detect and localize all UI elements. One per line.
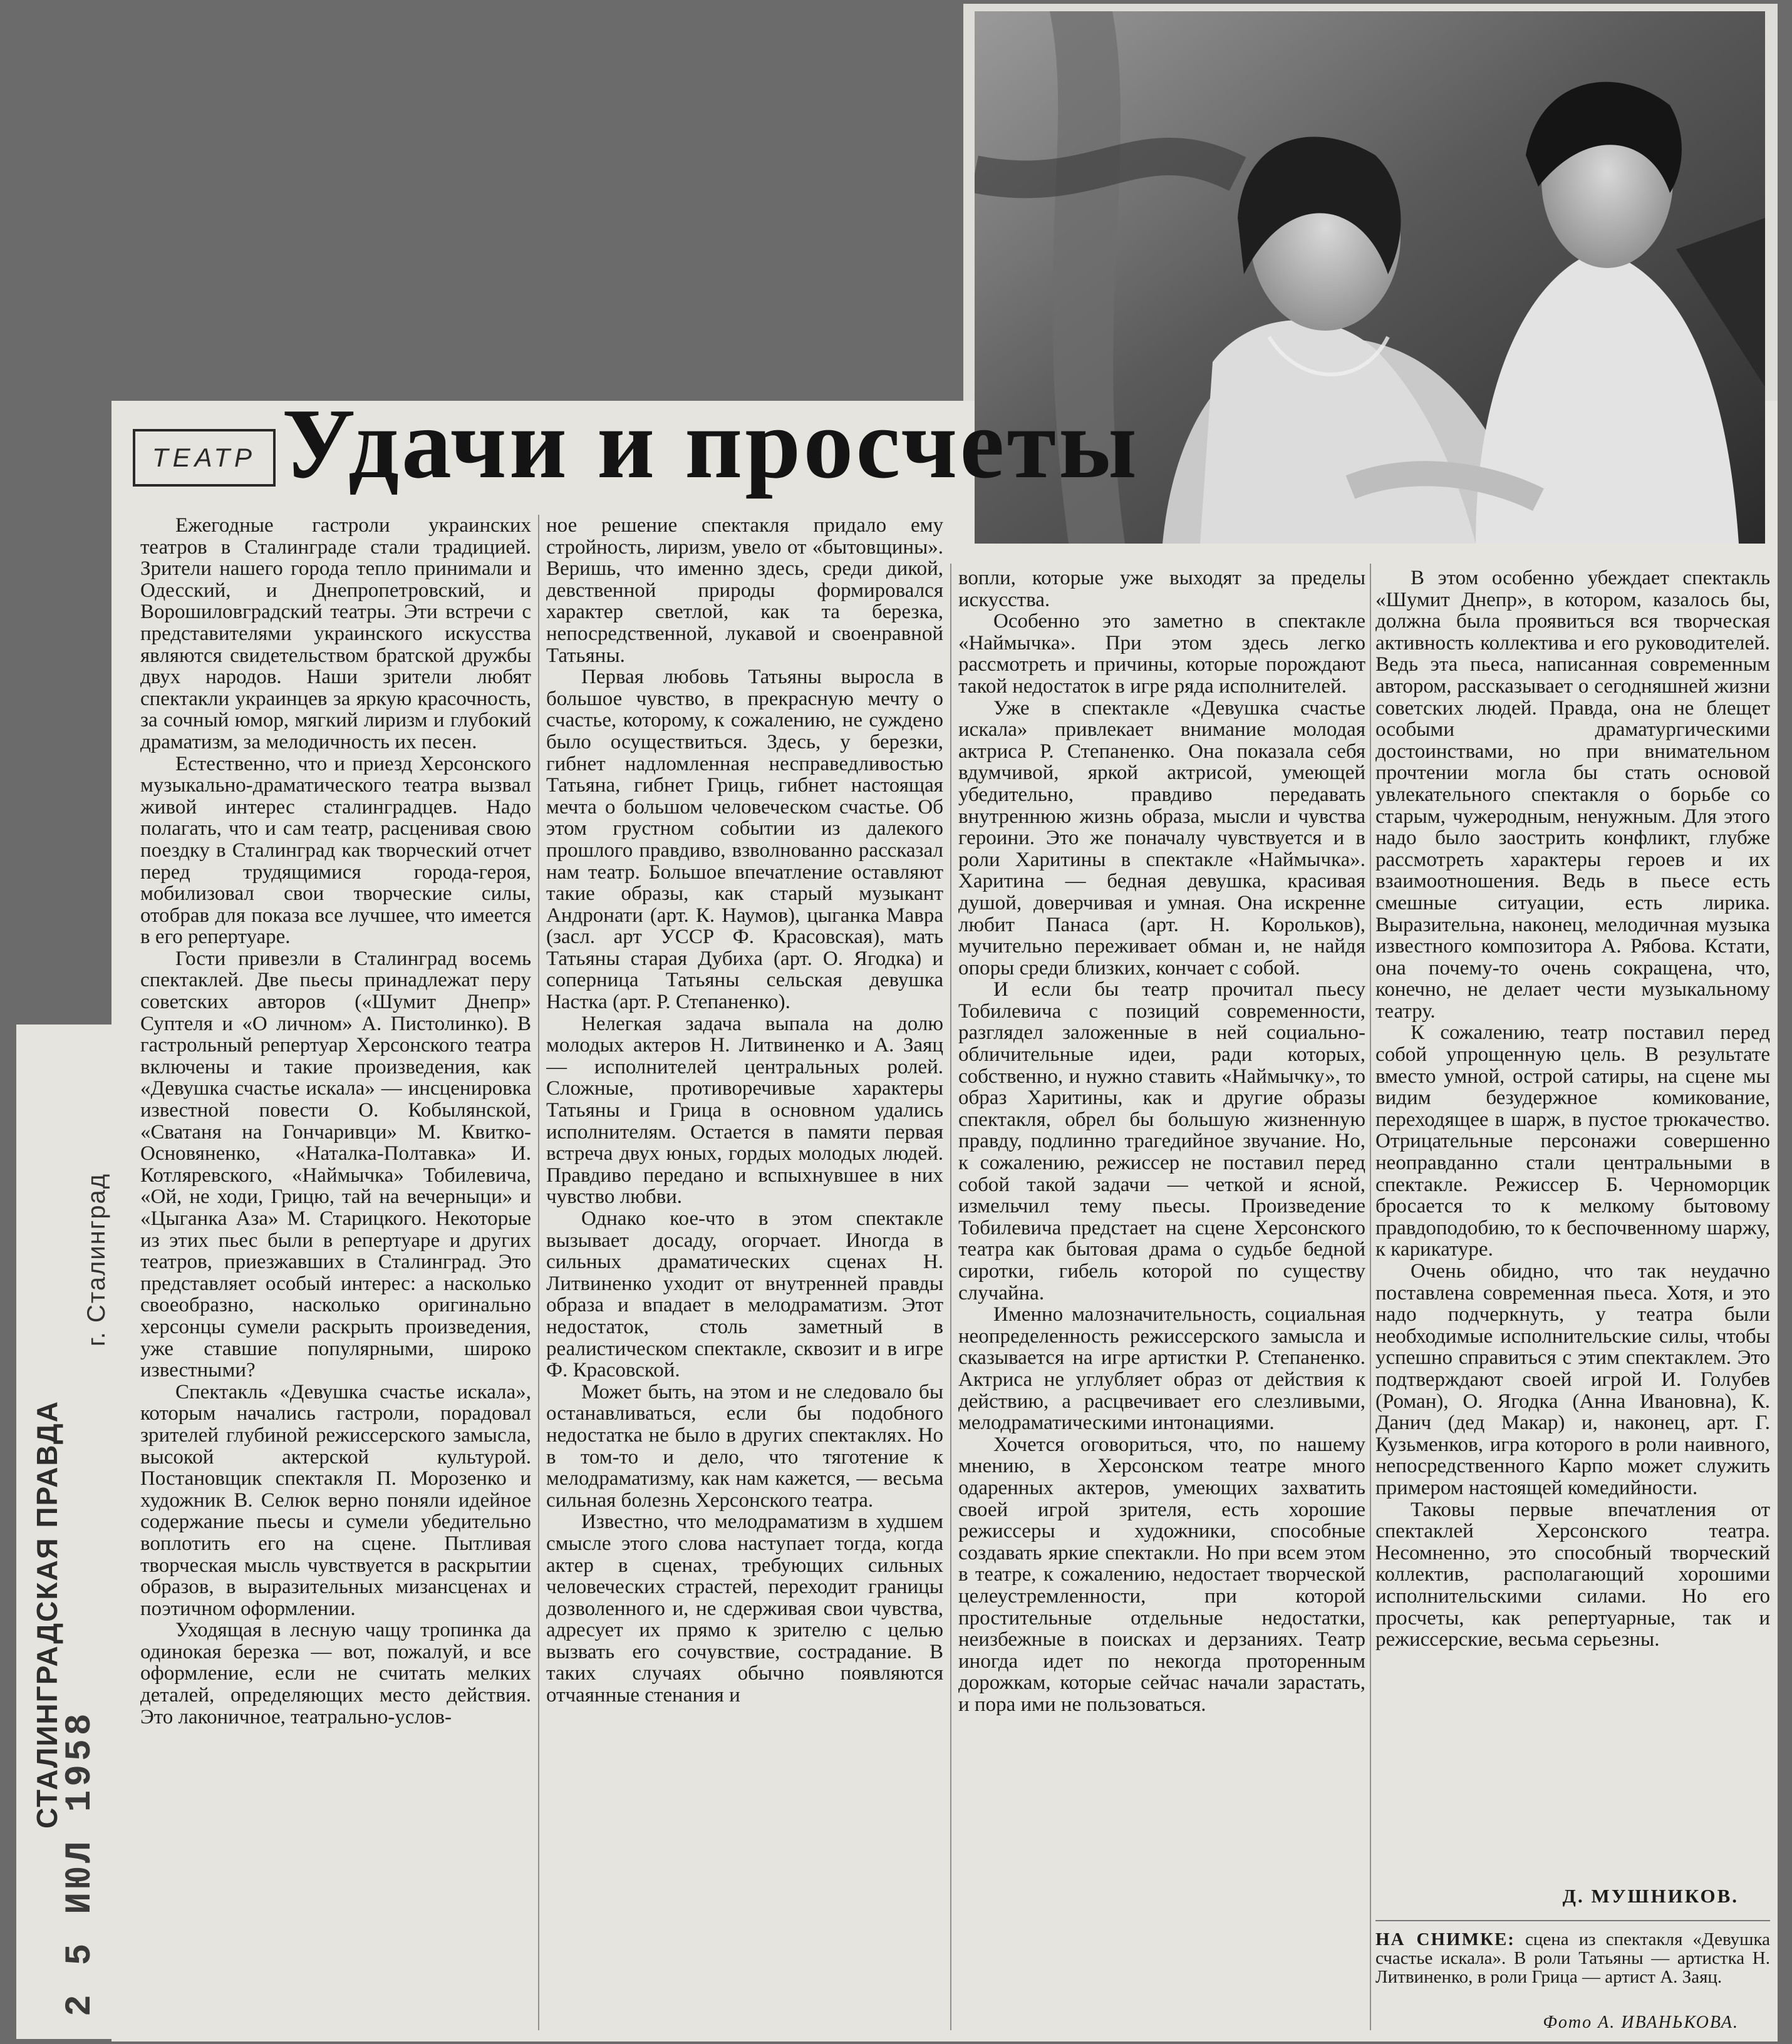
article-column-1	[140, 515, 531, 2030]
paragraph: Уже в спектакле «Девушка счастье искала» привлекает внимание молодая актриса Р. Степаненко. Она показала себя вдумчивой, яркой актрисой, умеющей убедительно, правдиво передавать внутреннюю жизнь образа, мысли и чувства героини. Это же поначалу чувствуется и в роли Харитины в спектакле «Наймычка». Харитина — бедная девушка, красивая душой, доверчивая и умная. Она искренне любит Панаса (арт. Н. Корольков), мучительно переживает обман и, не найдя опоры среди близких, кончает с собой.	[958, 696, 1365, 979]
article-column-2	[546, 515, 943, 2030]
article-headline: Удачи и просчеты	[282, 388, 1139, 499]
photo-caption	[1375, 1930, 1770, 2005]
paragraph: Естественно, что и приезд Херсонского музыкально-драматического театра вызвал живой интерес сталинградцев. Надо полагать, что и сам театр, расценивая свою поездку в Сталинград как творческий отчет перед трудящимися города-героя, мобилизовал свои творческие силы, отобрав для показа все лучшее, что имеется в его репертуаре.	[140, 752, 531, 949]
article-column-3	[958, 567, 1365, 2030]
column-divider	[538, 515, 539, 2030]
paragraph: Очень обидно, что так неудачно поставлена современная пьеса. Хотя, и это надо подчеркнуть, у театра были необходимые исполнительские силы, чтобы успешно справиться с этим спектаклем. Это подтверждают своей игрой И. Голубев (Роман), О. Ягодка (Анна Ивановна), К. Данич (дед Макар) и, наконец, арт. Г. Кузьменков, игра которого в роли наивного, непосредственного Карпо может служить примером настоящей комедийности.	[1375, 1260, 1770, 1499]
paragraph: Ежегодные гастроли украинских театров в Сталинграде стали традицией. Зрители нашего города тепло принимали и Одесский, и Днепропетровский, и Ворошиловградский театры. Эти встречи с представителями украинского искусства являются свидетельством братской дружбы двух народов. Наши зрители любят спектакли украинцев за яркую красочность, за сочный юмор, мягкий лиризм и глубокий драматизм, за мелодичность их песен.	[140, 515, 531, 753]
photo-credit: Фото А. ИВАНЬКОВА.	[1543, 2013, 1739, 2032]
author-signature: Д. МУШНИКОВ.	[1562, 1885, 1739, 1907]
paragraph: Первая любовь Татьяны выросла в большое чувство, в прекрасную мечту о счастье, которому, к сожалению, не суждено было осуществиться. Здесь, у березки, гибнет надломленная несправедливостью Татьяна, гибнет Гриць, гибнет настоящая мечта о большом человеческом счастье. Об этом грустном событии из далекого прошлого правдиво, взволнованно рассказал нам театр. Большое впечатление оставляют такие образы, как старый музыкант Андронати (арт. К. Наумов), цыганка Мавра (засл. арт УССР Ф. Красовская), мать Татьяны старая Дубиха (арт. О. Ягодка) и соперница Татьяны сельская девушка Настка (арт. Р. Степаненко).	[546, 666, 943, 1014]
caption-text: сцена из спектакля «Девушка счастье искала». В роли Татьяны — артистка Н. Литвиненко, в роли Грица — артист А. Заяц.	[1375, 1930, 1770, 1987]
caption-lead: НА СНИМКЕ:	[1375, 1930, 1515, 1949]
paragraph: ное решение спектакля придало ему стройность, лиризм, увело от «бытовщины». Веришь, что именно здесь, среди дикой, девственной природы формировался характер светлой, как та березка, непосредственной, лукавой и своенравной Татьяны.	[546, 515, 943, 667]
date-stamp: 2 5 ИЮЛ 1958	[60, 1710, 101, 2016]
paragraph: Нелегкая задача выпала на долю молодых актеров Н. Литвиненко и А. Заяц — исполнителей центральных ролей. Сложные, противоречивые характеры Татьяны и Грица в основном удались исполнителям. Остается в памяти первая встреча двух юных, гордых молодых людей. Правдиво передано и вспыхнувшее в них чувство любви.	[546, 1012, 943, 1209]
paragraph: Именно малозначительность, социальная неопределенность режиссерского замысла и сказывается на игре артистки Р. Степаненко. Актриса не углубляет образ от действия к действию, а расцвечивает его слезливыми, мелодраматическими интонациями.	[958, 1303, 1365, 1435]
paragraph: Гости привезли в Сталинград восемь спектаклей. Две пьесы принадлежат перу советских авторов («Шумит Днепр» Суптеля и «О личном» А. Пистолинко). В гастрольный репертуар Херсонского театра включены и такие произведения, как «Девушка счастье искала» — инсценировка известной повести О. Кобылянской, «Сватаня на Гончаривци» М. Квитко-Основяненко, «Наталка-Полтавка» И. Котляревского, «Наймычка» Тобилевича, «Ой, не ходи, Грицю, тай на вечерныци» и «Цыганка Аза» М. Старицкого. Некоторые из этих пьес были в репертуаре и других театров, приезжавших в Сталинград. Это представляет особый интерес: а насколько своеобразно, насколько оригинально херсонцы сумели раскрыть произведения, уже ставшие популярными, широко известными?	[140, 947, 531, 1382]
paragraph: И если бы театр прочитал пьесу Тобилевича с позиций современности, разглядел заложенные в ней социально-обличительные идеи, ради которых, собственно, и нужно ставить «Наймычку», то образ Харитины, как и другие образы спектакля, обрел бы большую жизненную правду, подлинно трагедийное звучание. Но, к сожалению, режиссер не поставил перед собой такой задачи — четкой и ясной, измельчил тему пьесы. Произведение Тобилевича предстает на сцене Херсонского театра как бытовая драма о судьбе бедной сиротки, гибель которой по существу случайна.	[958, 978, 1365, 1304]
paragraph: Уходящая в лесную чащу тропинка да одинокая березка — вот, пожалуй, и все оформление, если не считать мелких деталей, определяющих место действия. Это лаконичное, театрально-услов-	[140, 1619, 531, 1728]
paragraph: Хочется оговориться, что, по нашему мнению, в Херсонском театре много одаренных актеров, умеющих захватить своей игрой зрителя, есть хорошие режиссеры и художники, способные создавать яркие спектакли. Но при всем этом в театре, к сожалению, недостает творческой целеустремленности, при которой простительные отдельные недостатки, неизбежные в поисках и дерзаниях. Театр иногда идет по некогда проторенным дорожкам, которые сейчас начали зарастать, и пора ими не пользоваться.	[958, 1433, 1365, 1716]
paragraph: К сожалению, театр поставил перед собой упрощенную цель. В результате вместо умной, острой сатиры, на сцене мы видим безудержное комикование, переходящее в шарж, в пустое трюкачество. Отрицательные персонажи совершенно неоправданно стали центральными в спектакле. Режиссер Б. Черноморцик бросается то к мелкому бытовому правдоподобию, то к беспочвенному шаржу, к карикатуре.	[1375, 1021, 1770, 1261]
caption-divider	[1375, 1920, 1770, 1921]
paragraph: В этом особенно убеждает спектакль «Шумит Днепр», в котором, казалось бы, должна была проявиться вся творческая активность коллектива и его руководителей. Ведь эта пьеса, написанная современным автором, рассказывает о сегодняшней жизни советских людей. Правда, она не блещет особыми драматургическими достоинствами, но при внимательном прочтении могла бы стать основой увлекательного спектакля о борьбе со старым, чужеродным, ненужным. Для этого надо было заострить конфликт, глубже рассмотреть характеры героев и их взаимоотношения. Ведь в пьесе есть смешные ситуации, есть лирика. Выразительна, наконец, мелодичная музыка известного композитора А. Рябова. Кстати, она почему-то очень сокращена, что, конечно, не делает чести музыкальному театру.	[1375, 567, 1770, 1023]
paragraph: Может быть, на этом и не следовало бы останавливаться, если бы подобного недостатка не было в других спектаклях. Но в том-то и дело, что тяготение к мелодраматизму, как нам кажется, — весьма сильная болезнь Херсонского театра.	[546, 1380, 943, 1512]
section-rubric: ТЕАТР	[133, 429, 276, 487]
paragraph: Таковы первые впечатления от спектаклей Херсонского театра. Несомненно, это способный творческий коллектив, располагающий хорошими исполнительскими силами. Но его просчеты, как репертуарные, так и режиссерские, весьма серьезны.	[1375, 1498, 1770, 1651]
paragraph: Известно, что мелодраматизм в худшем смысле этого слова наступает тогда, когда актер в сценах, требующих сильных человеческих страстей, переходит границы дозволенного и, не сдерживая свои чувства, адресует их прямо к зрителю с целью вызвать его сочувствие, сострадание. В таких случаях обычно появляются отчаянные стенания и	[546, 1510, 943, 1707]
paragraph: Особенно это заметно в спектакле «Наймычка». При этом здесь легко рассмотреть и причины, которые порождают такой недостаток в игре ряда исполнителей.	[958, 610, 1365, 698]
column-divider	[950, 564, 951, 2030]
paragraph: Однако кое-что в этом спектакле вызывает досаду, огорчает. Иногда в сильных драматических сценах Н. Литвиненко уходит от внутренней правды образа и впадает в мелодраматизм. Этот недостаток, столь заметный в реалистическом спектакле, сквозит и в игре Ф. Красовской.	[546, 1207, 943, 1382]
article-column-4	[1375, 567, 1770, 1904]
city-stamp: г. Сталинград	[83, 1172, 110, 1346]
column-divider	[1370, 564, 1371, 2030]
paragraph: вопли, которые уже выходят за пределы искусства.	[958, 567, 1365, 611]
newspaper-masthead-stamp: СТАЛИНГРАДСКАЯ ПРАВДА	[31, 1400, 63, 1829]
paragraph: Спектакль «Девушка счастье искала», которым начались гастроли, порадовал зрителей глубиной режиссерского замысла, высокой актерской культурой. Постановщик спектакля П. Морозенко и художник В. Селюк верно поняли идейное содержание пьесы и сумели убедительно воплотить его на сцене. Пытливая творческая мысль чувствуется в раскрытии образов, в выразительных мизансценах и поэтичном оформлении.	[140, 1380, 531, 1620]
